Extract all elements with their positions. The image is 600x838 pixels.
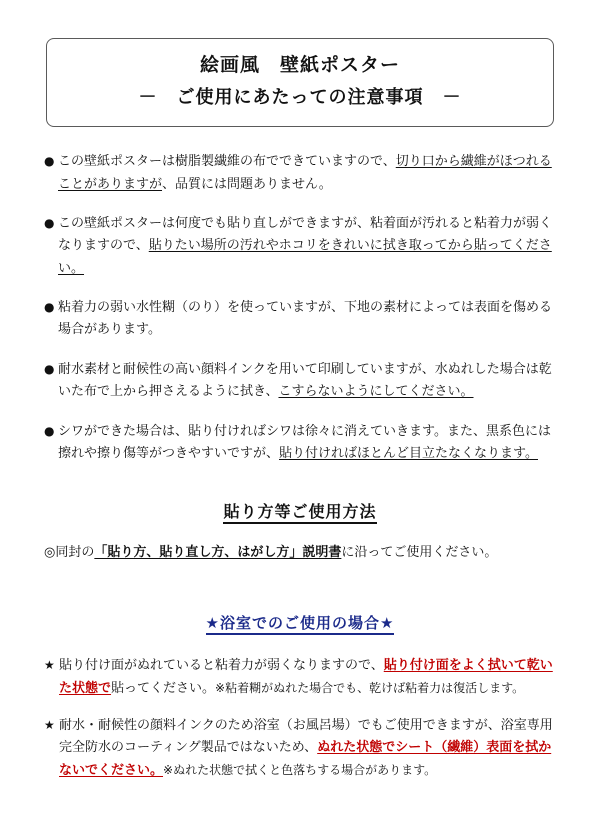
star-icon: ★ [44,718,55,733]
star-icon: ★ [44,658,55,673]
usage-instruction-line: ◎同封の「貼り方、貼り直し方、はがし方」説明書に沿ってご使用ください。 [44,545,498,561]
title-box [46,38,554,127]
bath-text: 貼り付け面がぬれていると粘着力が弱くなりますので、貼り付け面をよく拭いて乾いた状態で貼ってください。※粘着糊がぬれた場合でも、乾けば粘着力は復活します。 [59,658,553,696]
list-item [44,297,558,342]
notice-text: この壁紙ポスターは何度でも貼り直しができますが、粘着面が汚れると粘着力が弱くなりますので、貼りたい場所の汚れやホコリをきれいに拭き取ってから貼ってください。 [58,216,553,276]
bullet-icon: ● [44,423,55,438]
notice-text: この壁紙ポスターは樹脂製繊維の布でできていますので、切り口から繊維がほつれることがありますが、品質には問題ありません。 [58,154,552,192]
usage-manual-name: 「貼り方、貼り直し方、はがし方」説明書 [94,545,342,561]
poster-notice-page [0,38,600,838]
list-item [44,421,558,466]
page-title: 絵画風 壁紙ポスター [199,54,400,76]
list-item [44,655,558,700]
bath-text: 耐水・耐候性の顔料インクのため浴室（お風呂場）でもご使用できますが、浴室専用完全防水のコーティング製品ではないため、ぬれた状態でシート（繊維）表面を拭かないでください。※ぬれた状態で拭くと色落ちする場合があります。 [59,718,553,778]
list-item [44,359,558,404]
notice-text: シワができた場合は、貼り付ければシワは徐々に消えていきます。また、黒系色には擦れや擦り傷等がつきやすいですが、貼り付ければほとんど目立たなくなります。 [58,423,551,461]
bath-heading-text: ★浴室でのご使用の場合★ [206,614,395,635]
list-item [44,715,558,782]
list-item [44,151,558,196]
notice-text: 粘着力の弱い水性糊（のり）を使っていますが、下地の素材によっては表面を傷める場合があります。 [58,300,553,338]
list-item [44,213,558,280]
bath-section-heading [28,612,572,633]
bullet-icon: ● [44,361,55,376]
page-subtitle: － ご使用にあたっての注意事項 － [138,87,462,109]
notice-list [44,151,558,465]
notice-text: 耐水素材と耐候性の高い顔料インクを用いて印刷していますが、水ぬれした場合は乾いた布で上から押さえるように拭き、こすらないようにしてください。 [58,361,552,400]
bullet-icon: ● [44,154,55,169]
usage-section-heading [28,499,572,522]
usage-heading-text: 貼り方等ご使用方法 [223,502,376,524]
bath-list [44,655,558,782]
bullet-icon: ● [44,216,55,231]
bullet-icon: ● [44,300,55,315]
usage-mark-icon: ◎ [44,545,56,561]
